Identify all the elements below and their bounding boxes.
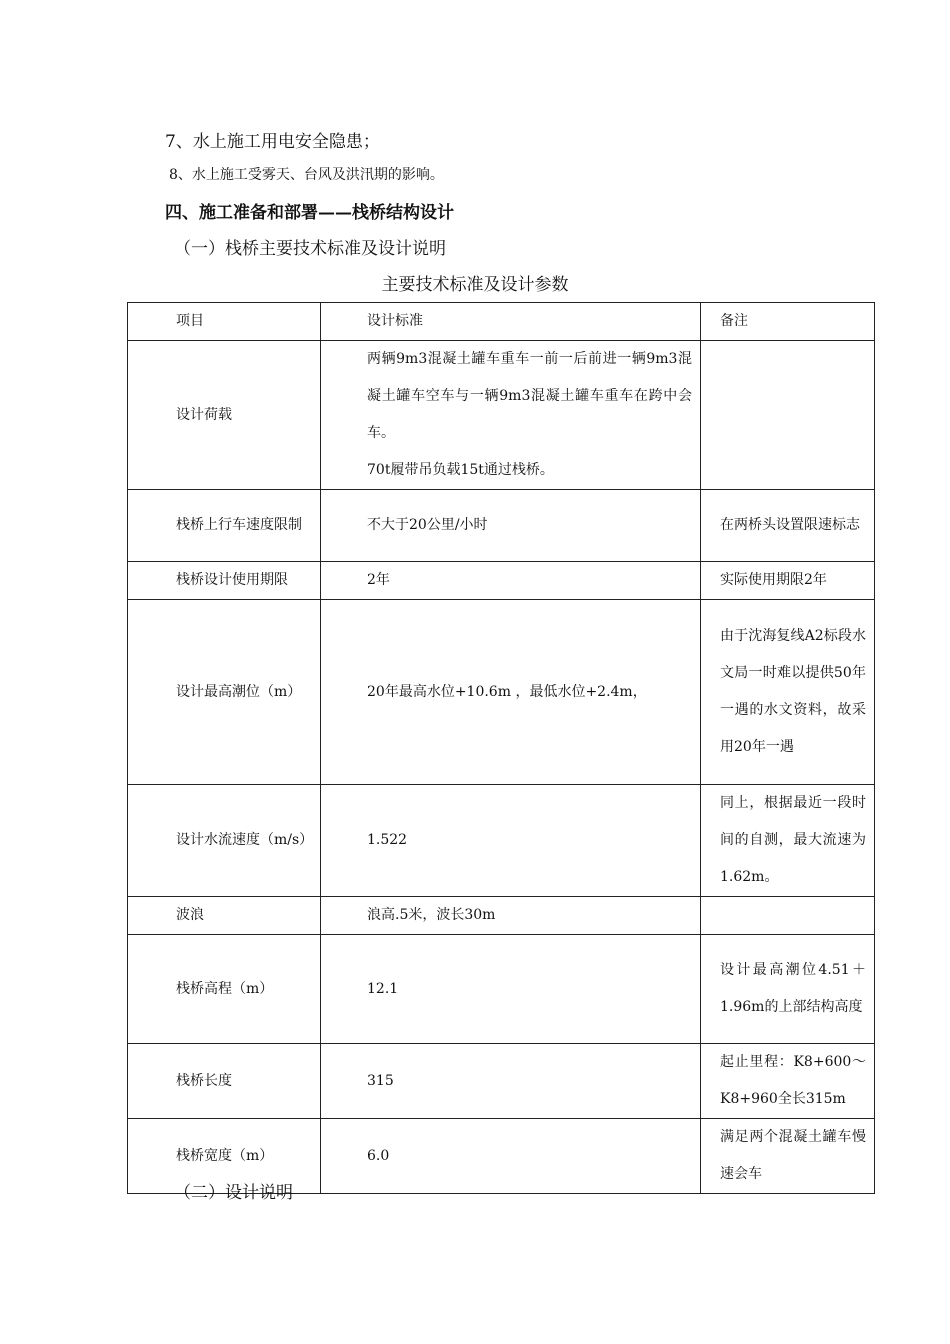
table-row — [128, 490, 875, 562]
cell-item: 栈桥上行车速度限制 — [128, 490, 321, 562]
cell-note: 在两桥头设置限速标志 — [701, 490, 875, 562]
cell-note: 设计最高潮位4.51＋1.96m的上部结构高度 — [701, 935, 875, 1044]
cell-item: 波浪 — [128, 897, 321, 935]
cell-standard: 浪高.5米，波长30m — [321, 897, 701, 935]
table-row — [128, 1044, 875, 1119]
cell-item: 栈桥设计使用期限 — [128, 562, 321, 600]
table-row — [128, 600, 875, 785]
cell-item: 设计荷载 — [128, 341, 321, 490]
cell-note: 满足两个混凝土罐车慢速会车 — [701, 1119, 875, 1194]
table-row — [128, 562, 875, 600]
section-heading: 四、施工准备和部署——栈桥结构设计 — [165, 203, 454, 223]
cell-standard-text-2: 70t履带吊负载15t通过栈桥。 — [367, 462, 554, 478]
table-row — [128, 785, 875, 897]
table-header-row — [128, 303, 875, 341]
cell-standard: 20年最高水位+10.6m ，最低水位+2.4m， — [321, 600, 701, 785]
header-item: 项目 — [128, 303, 321, 341]
list-item-7: 7、水上施工用电安全隐患； — [165, 132, 380, 152]
subsection-heading-1: （一）栈桥主要技术标准及设计说明 — [174, 239, 446, 259]
cell-standard: 6.0 — [321, 1119, 701, 1194]
table-caption: 主要技术标准及设计参数 — [381, 275, 569, 295]
cell-note — [701, 341, 875, 490]
cell-note: 起止里程：K8+600～K8+960全长315m — [701, 1044, 875, 1119]
cell-note: 同上，根据最近一段时间的自测，最大流速为1.62m。 — [701, 785, 875, 897]
cell-item: 栈桥高程（m） — [128, 935, 321, 1044]
header-standard: 设计标准 — [321, 303, 701, 341]
cell-item: 栈桥长度 — [128, 1044, 321, 1119]
cell-standard: 315 — [321, 1044, 701, 1119]
spec-table — [127, 302, 875, 1194]
cell-note: 由于沈海复线A2标段水文局一时难以提供50年一遇的水文资料，故采用20年一遇 — [701, 600, 875, 785]
cell-standard — [321, 341, 701, 490]
cell-standard-text: 两辆9m3混凝土罐车重车一前一后前进一辆9m3混凝土罐车空车与一辆9m3混凝土罐车重车在跨中会车。 — [367, 351, 692, 441]
cell-standard: 不大于20公里/小时 — [321, 490, 701, 562]
table-row — [128, 897, 875, 935]
table-row — [128, 341, 875, 490]
cell-item: 设计水流速度（m/s） — [128, 785, 321, 897]
cell-item: 栈桥宽度（m） — [128, 1119, 321, 1194]
subsection-heading-2: （二）设计说明 — [174, 1183, 293, 1203]
cell-note: 实际使用期限2年 — [701, 562, 875, 600]
cell-standard: 12.1 — [321, 935, 701, 1044]
table-row — [128, 935, 875, 1044]
cell-standard: 2年 — [321, 562, 701, 600]
cell-item: 设计最高潮位（m） — [128, 600, 321, 785]
cell-standard: 1.522 — [321, 785, 701, 897]
header-note: 备注 — [701, 303, 875, 341]
cell-note — [701, 897, 875, 935]
list-item-8: 8、水上施工受雾天、台风及洪汛期的影响。 — [169, 167, 444, 183]
